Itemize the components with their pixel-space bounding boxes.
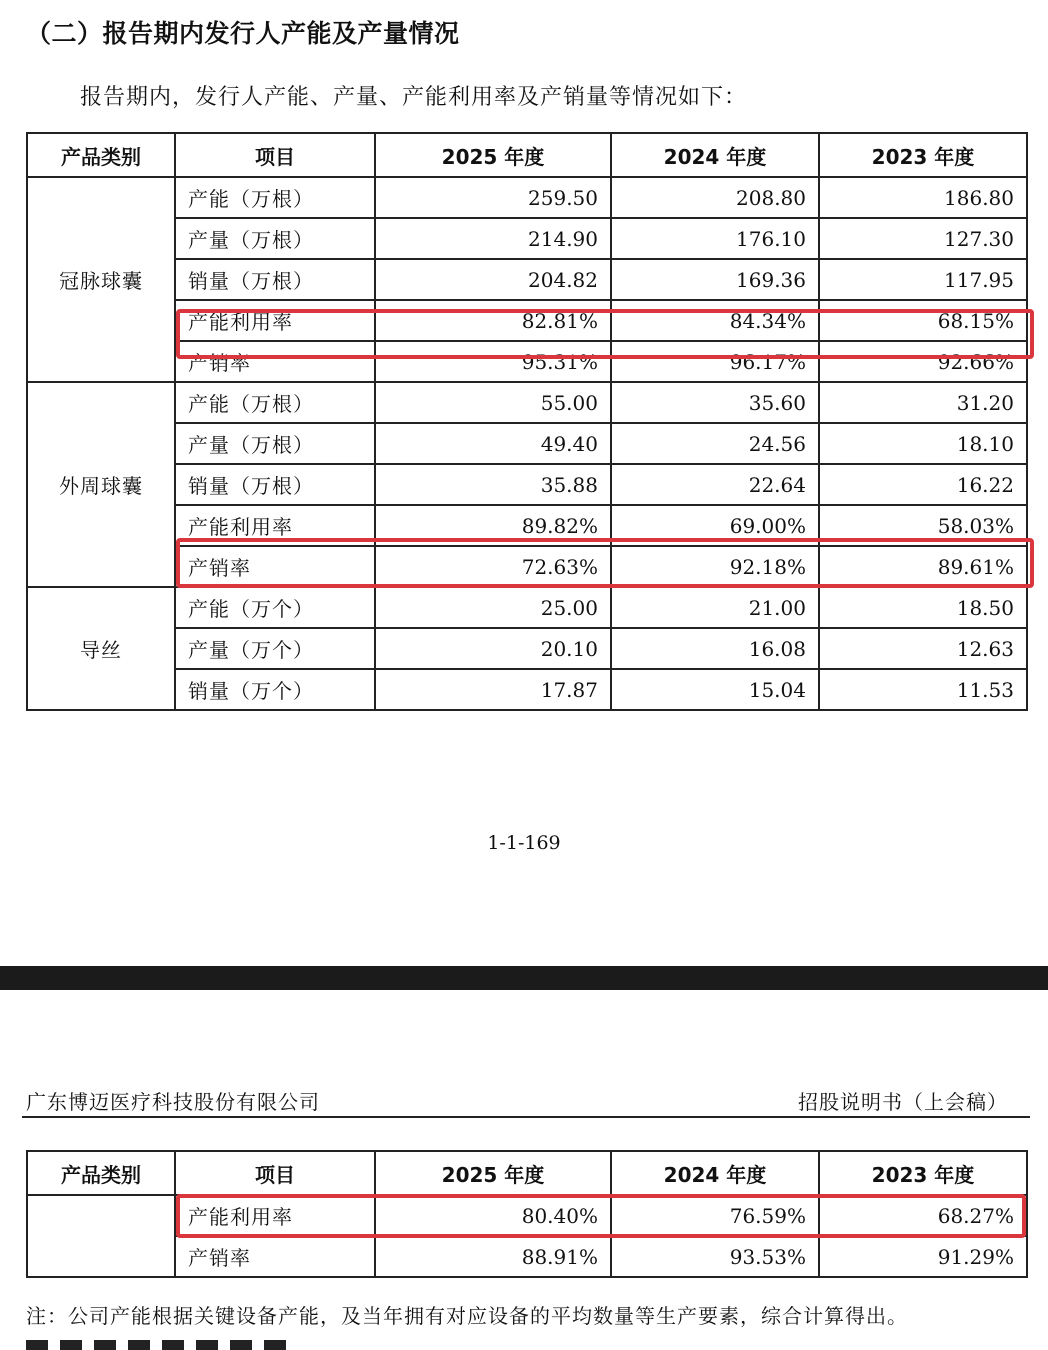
header-2023: 2023 年度: [819, 133, 1027, 177]
value-2023: 68.15%: [819, 300, 1027, 341]
header-rule: [22, 1116, 1030, 1118]
value-2023: 12.63: [819, 628, 1027, 669]
value-2023: 92.66%: [819, 341, 1027, 382]
table-row: [27, 423, 1027, 464]
value-2023: 127.30: [819, 218, 1027, 259]
value-2024: 96.17%: [611, 341, 819, 382]
item-cell: 销量（万根）: [175, 259, 375, 300]
table-row: [27, 587, 1027, 628]
value-2024: 24.56: [611, 423, 819, 464]
value-2025: 82.81%: [375, 300, 611, 341]
item-cell: 产能（万根）: [175, 177, 375, 218]
item-cell: 产能（万根）: [175, 382, 375, 423]
value-2024: 15.04: [611, 669, 819, 710]
section-heading: （二）报告期内发行人产能及产量情况: [26, 19, 460, 48]
company-name: 广东博迈医疗科技股份有限公司: [26, 1090, 320, 1114]
header-category: 产品类别: [27, 1151, 175, 1195]
value-2023: 89.61%: [819, 546, 1027, 587]
table-row: [27, 669, 1027, 710]
table-row: [27, 259, 1027, 300]
value-2024: 76.59%: [611, 1195, 819, 1236]
value-2025: 89.82%: [375, 505, 611, 546]
item-cell: 产销率: [175, 546, 375, 587]
value-2023: 91.29%: [819, 1236, 1027, 1277]
item-cell: 产能利用率: [175, 300, 375, 341]
value-2025: 17.87: [375, 669, 611, 710]
header-2024: 2024 年度: [611, 1151, 819, 1195]
item-cell: 产销率: [175, 341, 375, 382]
value-2025: 95.31%: [375, 341, 611, 382]
value-2023: 186.80: [819, 177, 1027, 218]
value-2025: 35.88: [375, 464, 611, 505]
value-2025: 214.90: [375, 218, 611, 259]
value-2023: 31.20: [819, 382, 1027, 423]
category-cell: 冠脉球囊: [27, 177, 175, 382]
value-2025: 259.50: [375, 177, 611, 218]
table-row: [27, 382, 1027, 423]
item-cell: 产量（万个）: [175, 628, 375, 669]
page-number: 1-1-169: [487, 832, 561, 854]
value-2024: 84.34%: [611, 300, 819, 341]
cutoff-heading-fragment: [26, 1340, 326, 1350]
table-row: [27, 341, 1027, 382]
table-row-highlighted: [27, 300, 1027, 341]
page-separator: [0, 966, 1048, 990]
value-2024: 69.00%: [611, 505, 819, 546]
item-cell: 销量（万个）: [175, 669, 375, 710]
table-row: [27, 464, 1027, 505]
value-2025: 20.10: [375, 628, 611, 669]
header-2023: 2023 年度: [819, 1151, 1027, 1195]
value-2024: 169.36: [611, 259, 819, 300]
value-2024: 92.18%: [611, 546, 819, 587]
value-2023: 18.50: [819, 587, 1027, 628]
value-2025: 204.82: [375, 259, 611, 300]
value-2024: 93.53%: [611, 1236, 819, 1277]
value-2024: 16.08: [611, 628, 819, 669]
header-item: 项目: [175, 133, 375, 177]
value-2024: 208.80: [611, 177, 819, 218]
header-category: 产品类别: [27, 133, 175, 177]
table-row: [27, 218, 1027, 259]
table-header-row: [27, 1151, 1027, 1195]
value-2023: 18.10: [819, 423, 1027, 464]
value-2025: 49.40: [375, 423, 611, 464]
header-2024: 2024 年度: [611, 133, 819, 177]
value-2024: 21.00: [611, 587, 819, 628]
table-header-row: [27, 133, 1027, 177]
value-2025: 25.00: [375, 587, 611, 628]
capacity-table: [26, 132, 1028, 711]
capacity-table-continued: [26, 1150, 1028, 1278]
item-cell: 产能利用率: [175, 1195, 375, 1236]
value-2024: 176.10: [611, 218, 819, 259]
header-2025: 2025 年度: [375, 1151, 611, 1195]
value-2023: 16.22: [819, 464, 1027, 505]
header-2025: 2025 年度: [375, 133, 611, 177]
item-cell: 产能利用率: [175, 505, 375, 546]
item-cell: 产能（万个）: [175, 587, 375, 628]
category-cell: 外周球囊: [27, 382, 175, 587]
table-row-highlighted: [27, 505, 1027, 546]
value-2024: 22.64: [611, 464, 819, 505]
table-row: [27, 1236, 1027, 1277]
item-cell: 销量（万根）: [175, 464, 375, 505]
table-row: [27, 546, 1027, 587]
item-cell: 产销率: [175, 1236, 375, 1277]
value-2025: 80.40%: [375, 1195, 611, 1236]
value-2024: 35.60: [611, 382, 819, 423]
value-2025: 55.00: [375, 382, 611, 423]
item-cell: 产量（万根）: [175, 218, 375, 259]
category-cell: 导丝: [27, 587, 175, 710]
table-row: [27, 177, 1027, 218]
header-item: 项目: [175, 1151, 375, 1195]
document-type: 招股说明书（上会稿）: [798, 1090, 1008, 1114]
item-cell: 产量（万根）: [175, 423, 375, 464]
intro-text: 报告期内，发行人产能、产量、产能利用率及产销量等情况如下：: [80, 85, 748, 110]
table-row: [27, 628, 1027, 669]
value-2025: 88.91%: [375, 1236, 611, 1277]
value-2023: 117.95: [819, 259, 1027, 300]
category-cell-empty: [27, 1195, 175, 1277]
footnote: 注：公司产能根据关键设备产能，及当年拥有对应设备的平均数量等生产要素，综合计算得出。: [26, 1304, 908, 1328]
value-2023: 58.03%: [819, 505, 1027, 546]
value-2023: 11.53: [819, 669, 1027, 710]
table-row-highlighted: [27, 1195, 1027, 1236]
value-2025: 72.63%: [375, 546, 611, 587]
value-2023: 68.27%: [819, 1195, 1027, 1236]
